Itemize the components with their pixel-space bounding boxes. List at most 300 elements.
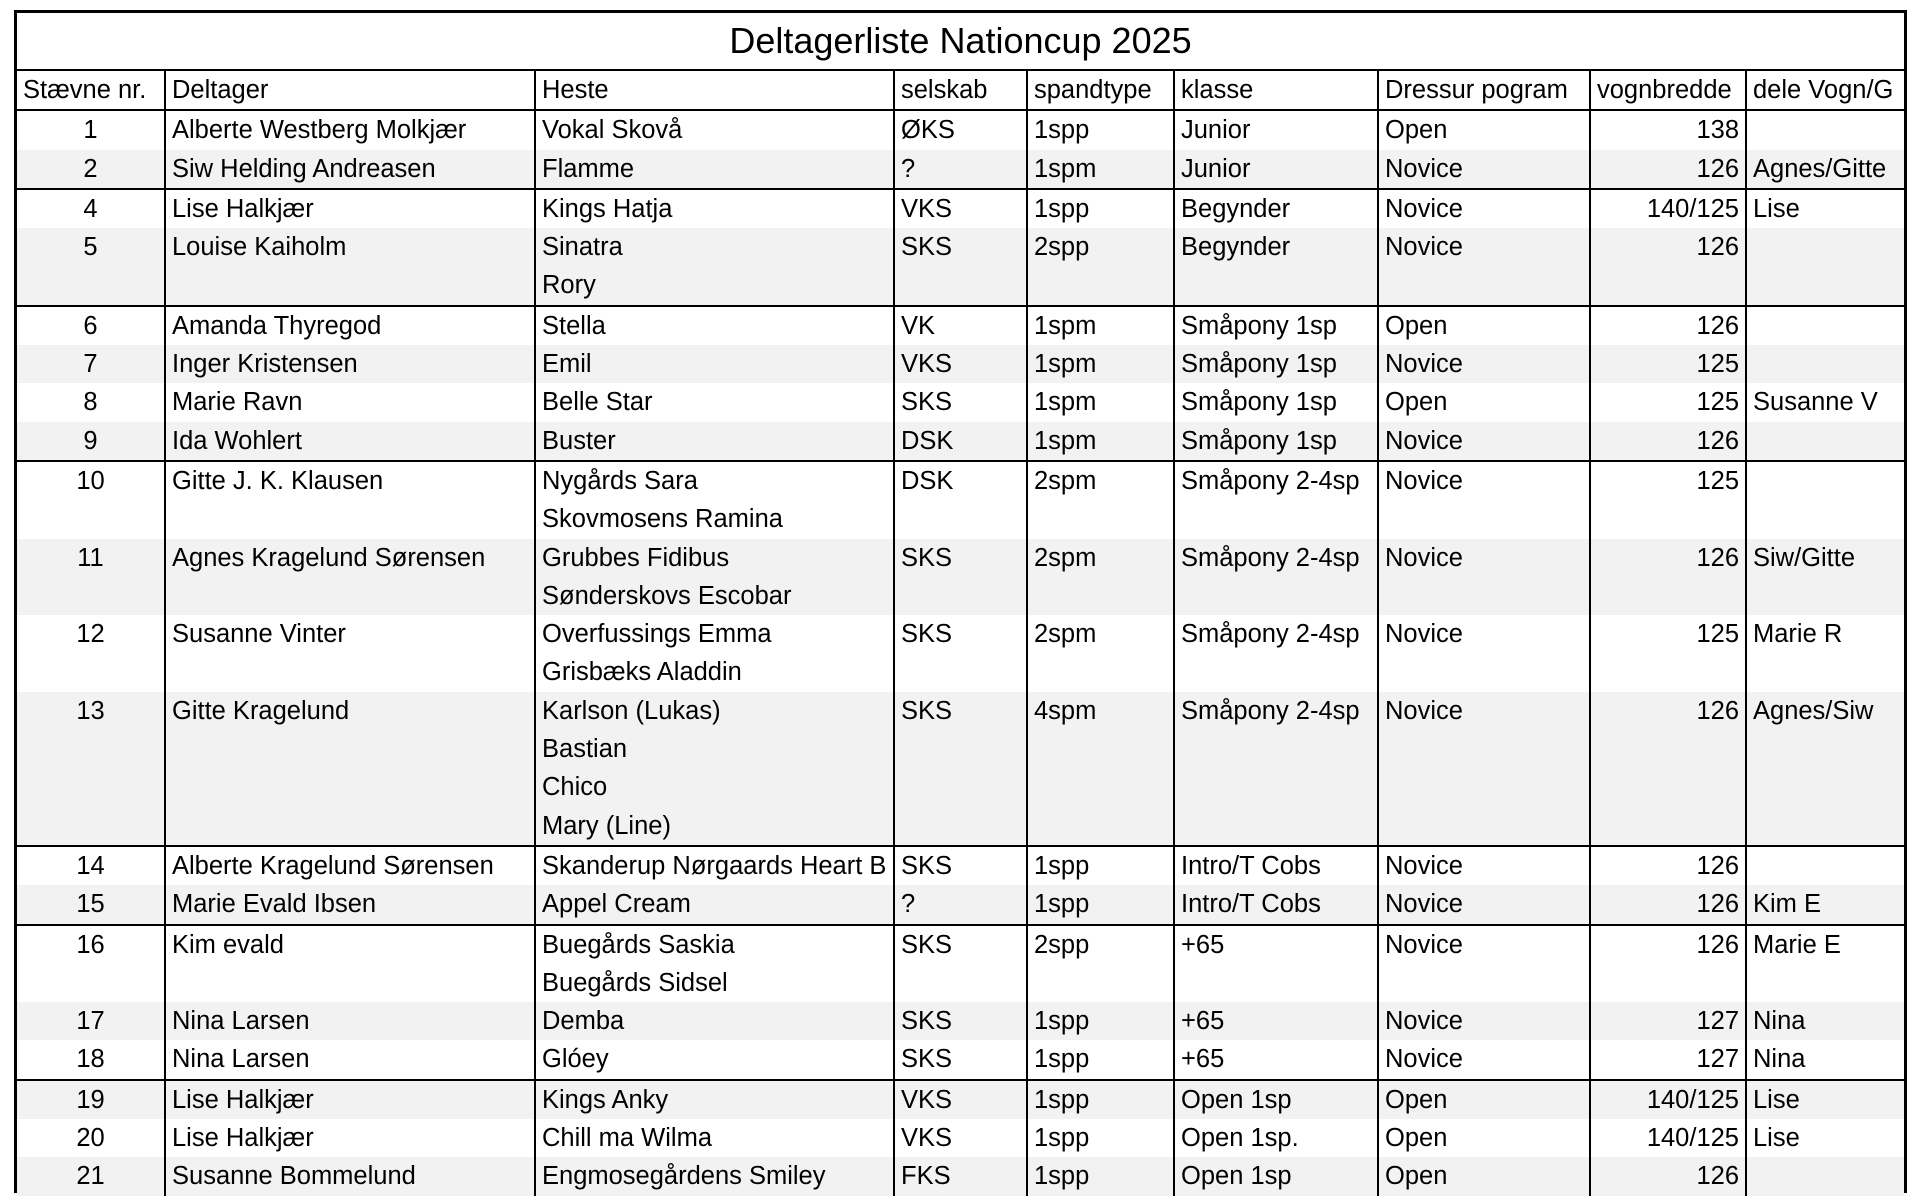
horse-name: Bastian xyxy=(542,735,628,764)
cell-klasse xyxy=(1174,345,1378,383)
cell-staevne-nr xyxy=(17,110,165,149)
cell-vognbredde xyxy=(1590,422,1746,461)
cell-klasse-text: Småpony 2-4sp xyxy=(1181,620,1360,649)
cell-vognbredde xyxy=(1590,228,1746,306)
cell-klasse-text: +65 xyxy=(1181,1007,1225,1036)
cell-dele-vogn-text xyxy=(1753,847,1898,885)
cell-deltager-text: Lise Halkjær xyxy=(172,1085,314,1114)
cell-dele-vogn-text xyxy=(1753,307,1898,345)
cell-vognbredde xyxy=(1590,345,1746,383)
cell-klasse xyxy=(1174,1040,1378,1079)
cell-vognbredde-text: 140/125 xyxy=(1646,1124,1739,1153)
cell-deltager-text: Gitte J. K. Klausen xyxy=(172,466,384,495)
cell-deltager-text: Inger Kristensen xyxy=(172,350,358,379)
cell-dressur-program-text: Open xyxy=(1385,311,1448,340)
cell-heste xyxy=(535,189,894,228)
cell-staevne-nr xyxy=(17,1157,165,1195)
table-row xyxy=(17,345,1904,383)
cell-dressur-program-text: Novice xyxy=(1385,1045,1463,1074)
cell-deltager xyxy=(165,150,535,189)
cell-selskab-text: VKS xyxy=(901,194,953,223)
cell-vognbredde-text: 126 xyxy=(1696,696,1739,725)
cell-deltager xyxy=(165,228,535,306)
cell-spandtype xyxy=(1027,692,1174,846)
participant-table xyxy=(17,69,1904,1196)
cell-heste xyxy=(535,150,894,189)
cell-staevne-nr xyxy=(17,925,165,1003)
cell-selskab-text: DSK xyxy=(901,466,954,495)
table-row xyxy=(17,461,1904,539)
cell-spandtype xyxy=(1027,1040,1174,1079)
cell-dressur-program xyxy=(1378,846,1590,885)
cell-dele-vogn-text: Marie R xyxy=(1753,620,1843,649)
cell-deltager xyxy=(165,1119,535,1157)
cell-heste xyxy=(535,1002,894,1040)
cell-vognbredde-text: 125 xyxy=(1696,350,1739,379)
horse-name: Belle Star xyxy=(542,388,653,417)
cell-vognbredde-text: 126 xyxy=(1696,930,1739,959)
cell-heste xyxy=(535,846,894,885)
col-header-dressur-program: Dressur pogram xyxy=(1378,70,1590,110)
cell-dele-vogn-text: Lise xyxy=(1753,1085,1800,1114)
cell-staevne-nr-text: 9 xyxy=(83,426,98,455)
cell-selskab xyxy=(894,1157,1027,1195)
cell-dressur-program xyxy=(1378,1002,1590,1040)
cell-staevne-nr xyxy=(17,885,165,924)
cell-dressur-program-text: Novice xyxy=(1385,194,1463,223)
cell-spandtype xyxy=(1027,422,1174,461)
cell-vognbredde-text: 127 xyxy=(1696,1007,1739,1036)
horse-name: Vokal Skovå xyxy=(542,116,683,145)
cell-spandtype xyxy=(1027,1080,1174,1119)
cell-spandtype-text: 1spp xyxy=(1034,1085,1090,1114)
cell-vognbredde-text: 140/125 xyxy=(1646,194,1739,223)
cell-spandtype xyxy=(1027,345,1174,383)
cell-vognbredde-text: 126 xyxy=(1696,311,1739,340)
cell-dele-vogn-text: Nina xyxy=(1753,1045,1806,1074)
cell-vognbredde xyxy=(1590,306,1746,345)
cell-selskab-text: ØKS xyxy=(901,116,955,145)
cell-selskab-text: SKS xyxy=(901,1045,953,1074)
cell-selskab xyxy=(894,692,1027,846)
cell-spandtype-text: 2spm xyxy=(1034,466,1097,495)
cell-deltager xyxy=(165,422,535,461)
cell-klasse-text: Småpony 1sp xyxy=(1181,350,1337,379)
cell-selskab-text: DSK xyxy=(901,426,954,455)
cell-dressur-program xyxy=(1378,1040,1590,1079)
col-header-klasse: klasse xyxy=(1174,70,1378,110)
cell-staevne-nr-text: 6 xyxy=(83,311,98,340)
table-row xyxy=(17,306,1904,345)
horse-name: Buegårds Sidsel xyxy=(542,968,728,997)
cell-dressur-program xyxy=(1378,925,1590,1003)
col-header-vognbredde: vognbredde xyxy=(1590,70,1746,110)
cell-vognbredde-text: 126 xyxy=(1696,543,1739,572)
cell-spandtype xyxy=(1027,925,1174,1003)
cell-klasse xyxy=(1174,306,1378,345)
table-row xyxy=(17,615,1904,692)
cell-staevne-nr-text: 1 xyxy=(83,116,98,145)
col-header-dele-vogn: dele Vogn/G xyxy=(1746,70,1904,110)
cell-dressur-program-text: Novice xyxy=(1385,890,1463,919)
cell-klasse-text: Open 1sp xyxy=(1181,1162,1292,1191)
cell-vognbredde-text: 126 xyxy=(1696,426,1739,455)
horse-name: Chill ma Wilma xyxy=(542,1124,713,1153)
col-header-heste: Heste xyxy=(535,70,894,110)
cell-klasse xyxy=(1174,461,1378,539)
cell-selskab-text: VKS xyxy=(901,1124,953,1153)
cell-spandtype-text: 1spm xyxy=(1034,350,1097,379)
cell-staevne-nr xyxy=(17,846,165,885)
cell-deltager xyxy=(165,110,535,149)
cell-dele-vogn xyxy=(1746,925,1904,1003)
cell-dressur-program-text: Open xyxy=(1385,1162,1448,1191)
cell-dressur-program xyxy=(1378,345,1590,383)
cell-vognbredde-text: 127 xyxy=(1696,1045,1739,1074)
cell-dressur-program xyxy=(1378,228,1590,306)
cell-dele-vogn xyxy=(1746,615,1904,692)
cell-heste xyxy=(535,539,894,616)
horse-name: Nygårds Sara xyxy=(542,466,698,495)
cell-selskab-text: FKS xyxy=(901,1162,951,1191)
cell-dele-vogn-text: Nina xyxy=(1753,1007,1806,1036)
cell-dressur-program xyxy=(1378,306,1590,345)
cell-spandtype-text: 1spp xyxy=(1034,1007,1090,1036)
cell-dele-vogn xyxy=(1746,1040,1904,1079)
cell-vognbredde-text: 126 xyxy=(1696,1162,1739,1191)
cell-deltager-text: Alberte Westberg Molkjær xyxy=(172,116,467,145)
horse-name: Grisbæks Aladdin xyxy=(542,658,742,687)
cell-heste xyxy=(535,228,894,306)
cell-selskab-text: SKS xyxy=(901,696,953,725)
cell-dressur-program-text: Open xyxy=(1385,1085,1448,1114)
cell-deltager xyxy=(165,1080,535,1119)
cell-deltager-text: Gitte Kragelund xyxy=(172,696,350,725)
cell-dele-vogn-text xyxy=(1753,462,1898,500)
cell-selskab-text: SKS xyxy=(901,233,953,262)
cell-dele-vogn-text xyxy=(1753,345,1898,383)
cell-klasse-text: Begynder xyxy=(1181,194,1291,223)
cell-staevne-nr xyxy=(17,539,165,616)
cell-deltager xyxy=(165,692,535,846)
cell-dele-vogn xyxy=(1746,383,1904,421)
cell-dele-vogn xyxy=(1746,306,1904,345)
cell-vognbredde-text: 126 xyxy=(1696,890,1739,919)
cell-heste xyxy=(535,692,894,846)
cell-deltager xyxy=(165,615,535,692)
cell-selskab xyxy=(894,228,1027,306)
cell-deltager-text: Kim evald xyxy=(172,930,284,959)
cell-dressur-program xyxy=(1378,692,1590,846)
cell-dressur-program xyxy=(1378,615,1590,692)
cell-dele-vogn xyxy=(1746,422,1904,461)
cell-klasse-text: Småpony 2-4sp xyxy=(1181,543,1360,572)
cell-klasse-text: Småpony 2-4sp xyxy=(1181,466,1360,495)
cell-spandtype-text: 2spm xyxy=(1034,620,1097,649)
cell-klasse-text: Begynder xyxy=(1181,233,1291,262)
cell-deltager xyxy=(165,1157,535,1195)
cell-klasse xyxy=(1174,1119,1378,1157)
cell-selskab xyxy=(894,383,1027,421)
cell-dressur-program-text: Novice xyxy=(1385,350,1463,379)
cell-dressur-program xyxy=(1378,1157,1590,1195)
horse-name: Glóey xyxy=(542,1045,609,1074)
cell-klasse xyxy=(1174,422,1378,461)
cell-spandtype xyxy=(1027,383,1174,421)
cell-dressur-program xyxy=(1378,461,1590,539)
cell-klasse-text: Småpony 1sp xyxy=(1181,311,1337,340)
cell-vognbredde xyxy=(1590,110,1746,149)
cell-heste xyxy=(535,1080,894,1119)
cell-klasse-text: Junior xyxy=(1181,154,1251,183)
cell-dressur-program xyxy=(1378,1080,1590,1119)
cell-heste xyxy=(535,925,894,1003)
cell-klasse-text: +65 xyxy=(1181,1045,1225,1074)
cell-selskab-text: VKS xyxy=(901,1085,953,1114)
horse-name: Chico xyxy=(542,773,608,802)
cell-vognbredde xyxy=(1590,150,1746,189)
cell-spandtype-text: 1spp xyxy=(1034,851,1090,880)
cell-heste xyxy=(535,1157,894,1195)
cell-dressur-program xyxy=(1378,422,1590,461)
cell-dele-vogn-text: Lise xyxy=(1753,1124,1800,1153)
table-row xyxy=(17,189,1904,228)
cell-dele-vogn xyxy=(1746,1119,1904,1157)
cell-dele-vogn xyxy=(1746,228,1904,306)
cell-vognbredde xyxy=(1590,1080,1746,1119)
cell-deltager-text: Lise Halkjær xyxy=(172,194,314,223)
cell-dele-vogn-text: Siw/Gitte xyxy=(1753,543,1856,572)
cell-heste xyxy=(535,615,894,692)
cell-staevne-nr xyxy=(17,150,165,189)
cell-dele-vogn xyxy=(1746,1002,1904,1040)
cell-klasse-text: Intro/T Cobs xyxy=(1181,890,1321,919)
cell-deltager xyxy=(165,461,535,539)
cell-selskab xyxy=(894,345,1027,383)
table-row xyxy=(17,846,1904,885)
cell-spandtype xyxy=(1027,306,1174,345)
cell-dele-vogn xyxy=(1746,150,1904,189)
horse-name: Stella xyxy=(542,311,606,340)
cell-staevne-nr xyxy=(17,1080,165,1119)
cell-selskab-text: SKS xyxy=(901,543,953,572)
horse-name: Buster xyxy=(542,426,616,455)
cell-dressur-program-text: Open xyxy=(1385,388,1448,417)
cell-deltager-text: Louise Kaiholm xyxy=(172,233,347,262)
cell-klasse-text: Open 1sp. xyxy=(1181,1124,1299,1153)
cell-dele-vogn-text: Susanne V xyxy=(1753,388,1878,417)
cell-dressur-program-text: Open xyxy=(1385,1124,1448,1153)
cell-deltager xyxy=(165,1040,535,1079)
table-row xyxy=(17,885,1904,924)
horse-name: Engmosegårdens Smiley xyxy=(542,1162,826,1191)
cell-deltager-text: Marie Evald Ibsen xyxy=(172,890,377,919)
cell-vognbredde xyxy=(1590,1040,1746,1079)
cell-vognbredde xyxy=(1590,189,1746,228)
col-header-deltager: Deltager xyxy=(165,70,535,110)
cell-selskab-text: SKS xyxy=(901,620,953,649)
cell-vognbredde xyxy=(1590,1119,1746,1157)
table-row xyxy=(17,1157,1904,1195)
cell-selskab xyxy=(894,885,1027,924)
table-row xyxy=(17,228,1904,306)
cell-klasse-text: +65 xyxy=(1181,930,1225,959)
cell-dele-vogn-text: Agnes/Siw xyxy=(1753,696,1874,725)
cell-klasse xyxy=(1174,885,1378,924)
cell-spandtype xyxy=(1027,885,1174,924)
table-row xyxy=(17,1002,1904,1040)
cell-dele-vogn-text xyxy=(1753,422,1898,460)
table-row xyxy=(17,1040,1904,1079)
cell-staevne-nr-text: 15 xyxy=(76,890,105,919)
cell-klasse xyxy=(1174,189,1378,228)
cell-deltager-text: Lise Halkjær xyxy=(172,1124,314,1153)
horse-name: Grubbes Fidibus xyxy=(542,543,730,572)
cell-dressur-program-text: Novice xyxy=(1385,930,1463,959)
horse-name: Emil xyxy=(542,350,592,379)
cell-dele-vogn xyxy=(1746,692,1904,846)
cell-heste xyxy=(535,383,894,421)
table-row xyxy=(17,383,1904,421)
cell-spandtype-text: 1spm xyxy=(1034,311,1097,340)
cell-staevne-nr xyxy=(17,422,165,461)
cell-staevne-nr-text: 7 xyxy=(83,350,98,379)
cell-spandtype xyxy=(1027,615,1174,692)
cell-vognbredde xyxy=(1590,461,1746,539)
cell-dressur-program-text: Novice xyxy=(1385,154,1463,183)
cell-vognbredde-text: 140/125 xyxy=(1646,1085,1739,1114)
cell-heste xyxy=(535,885,894,924)
table-row xyxy=(17,1119,1904,1157)
table-row xyxy=(17,150,1904,189)
cell-heste xyxy=(535,422,894,461)
table-row xyxy=(17,925,1904,1003)
cell-staevne-nr-text: 10 xyxy=(76,466,105,495)
cell-klasse xyxy=(1174,228,1378,306)
cell-selskab xyxy=(894,110,1027,149)
cell-spandtype-text: 1spp xyxy=(1034,1045,1090,1074)
cell-deltager-text: Nina Larsen xyxy=(172,1007,310,1036)
cell-staevne-nr xyxy=(17,383,165,421)
cell-klasse-text: Småpony 1sp xyxy=(1181,388,1337,417)
horse-name: Skovmosens Ramina xyxy=(542,505,783,534)
page-title: Deltagerliste Nationcup 2025 xyxy=(729,20,1192,61)
cell-spandtype-text: 2spm xyxy=(1034,543,1097,572)
cell-dressur-program xyxy=(1378,1119,1590,1157)
participant-list-sheet xyxy=(14,10,1907,1193)
cell-deltager-text: Marie Ravn xyxy=(172,388,303,417)
cell-klasse xyxy=(1174,615,1378,692)
cell-spandtype-text: 4spm xyxy=(1034,696,1097,725)
cell-staevne-nr-text: 13 xyxy=(76,696,105,725)
cell-staevne-nr xyxy=(17,615,165,692)
cell-spandtype xyxy=(1027,110,1174,149)
horse-name: Kings Hatja xyxy=(542,194,673,223)
cell-dele-vogn xyxy=(1746,1157,1904,1195)
cell-heste xyxy=(535,461,894,539)
cell-selskab-text: SKS xyxy=(901,1007,953,1036)
cell-dressur-program-text: Novice xyxy=(1385,466,1463,495)
cell-vognbredde xyxy=(1590,692,1746,846)
cell-spandtype xyxy=(1027,461,1174,539)
cell-staevne-nr xyxy=(17,692,165,846)
cell-staevne-nr-text: 21 xyxy=(76,1162,105,1191)
cell-dressur-program-text: Novice xyxy=(1385,851,1463,880)
cell-selskab xyxy=(894,1080,1027,1119)
cell-selskab xyxy=(894,150,1027,189)
horse-name: Skanderup Nørgaards Heart B xyxy=(542,851,887,880)
cell-spandtype xyxy=(1027,1119,1174,1157)
cell-spandtype-text: 1spm xyxy=(1034,426,1097,455)
cell-deltager xyxy=(165,925,535,1003)
cell-spandtype-text: 2spp xyxy=(1034,233,1090,262)
cell-dressur-program xyxy=(1378,885,1590,924)
cell-spandtype-text: 1spp xyxy=(1034,1162,1090,1191)
cell-dele-vogn xyxy=(1746,110,1904,149)
cell-vognbredde-text: 125 xyxy=(1696,466,1739,495)
cell-vognbredde xyxy=(1590,383,1746,421)
horse-name: Overfussings Emma xyxy=(542,620,772,649)
cell-selskab xyxy=(894,615,1027,692)
cell-staevne-nr-text: 18 xyxy=(76,1045,105,1074)
cell-spandtype xyxy=(1027,228,1174,306)
cell-klasse xyxy=(1174,692,1378,846)
cell-dele-vogn xyxy=(1746,189,1904,228)
cell-spandtype-text: 1spp xyxy=(1034,194,1090,223)
cell-dele-vogn xyxy=(1746,539,1904,616)
cell-dele-vogn xyxy=(1746,1080,1904,1119)
cell-vognbredde xyxy=(1590,1157,1746,1195)
cell-deltager xyxy=(165,345,535,383)
cell-staevne-nr xyxy=(17,1002,165,1040)
cell-klasse xyxy=(1174,925,1378,1003)
cell-deltager xyxy=(165,383,535,421)
cell-spandtype-text: 1spm xyxy=(1034,154,1097,183)
cell-heste xyxy=(535,1040,894,1079)
col-header-staevne-nr: Stævne nr. xyxy=(17,70,165,110)
cell-dressur-program xyxy=(1378,189,1590,228)
cell-selskab-text: VKS xyxy=(901,350,953,379)
table-row xyxy=(17,110,1904,149)
cell-deltager xyxy=(165,306,535,345)
cell-heste xyxy=(535,306,894,345)
cell-deltager xyxy=(165,1002,535,1040)
horse-name: Appel Cream xyxy=(542,890,691,919)
cell-deltager xyxy=(165,539,535,616)
cell-selskab xyxy=(894,422,1027,461)
horse-name: Mary (Line) xyxy=(542,811,671,840)
cell-dele-vogn xyxy=(1746,461,1904,539)
cell-spandtype xyxy=(1027,846,1174,885)
cell-dressur-program xyxy=(1378,539,1590,616)
cell-selskab xyxy=(894,925,1027,1003)
cell-klasse-text: Småpony 1sp xyxy=(1181,426,1337,455)
cell-selskab-text: SKS xyxy=(901,851,953,880)
cell-dressur-program xyxy=(1378,383,1590,421)
cell-staevne-nr-text: 11 xyxy=(77,543,104,572)
cell-dressur-program-text: Novice xyxy=(1385,543,1463,572)
cell-klasse-text: Junior xyxy=(1181,116,1251,145)
header-row xyxy=(17,70,1904,110)
horse-name: Demba xyxy=(542,1007,625,1036)
cell-heste xyxy=(535,110,894,149)
cell-staevne-nr-text: 17 xyxy=(76,1007,105,1036)
cell-vognbredde-text: 138 xyxy=(1696,116,1739,145)
cell-staevne-nr-text: 4 xyxy=(83,194,98,223)
cell-staevne-nr xyxy=(17,1119,165,1157)
cell-deltager-text: Susanne Bommelund xyxy=(172,1162,416,1191)
cell-dele-vogn xyxy=(1746,345,1904,383)
